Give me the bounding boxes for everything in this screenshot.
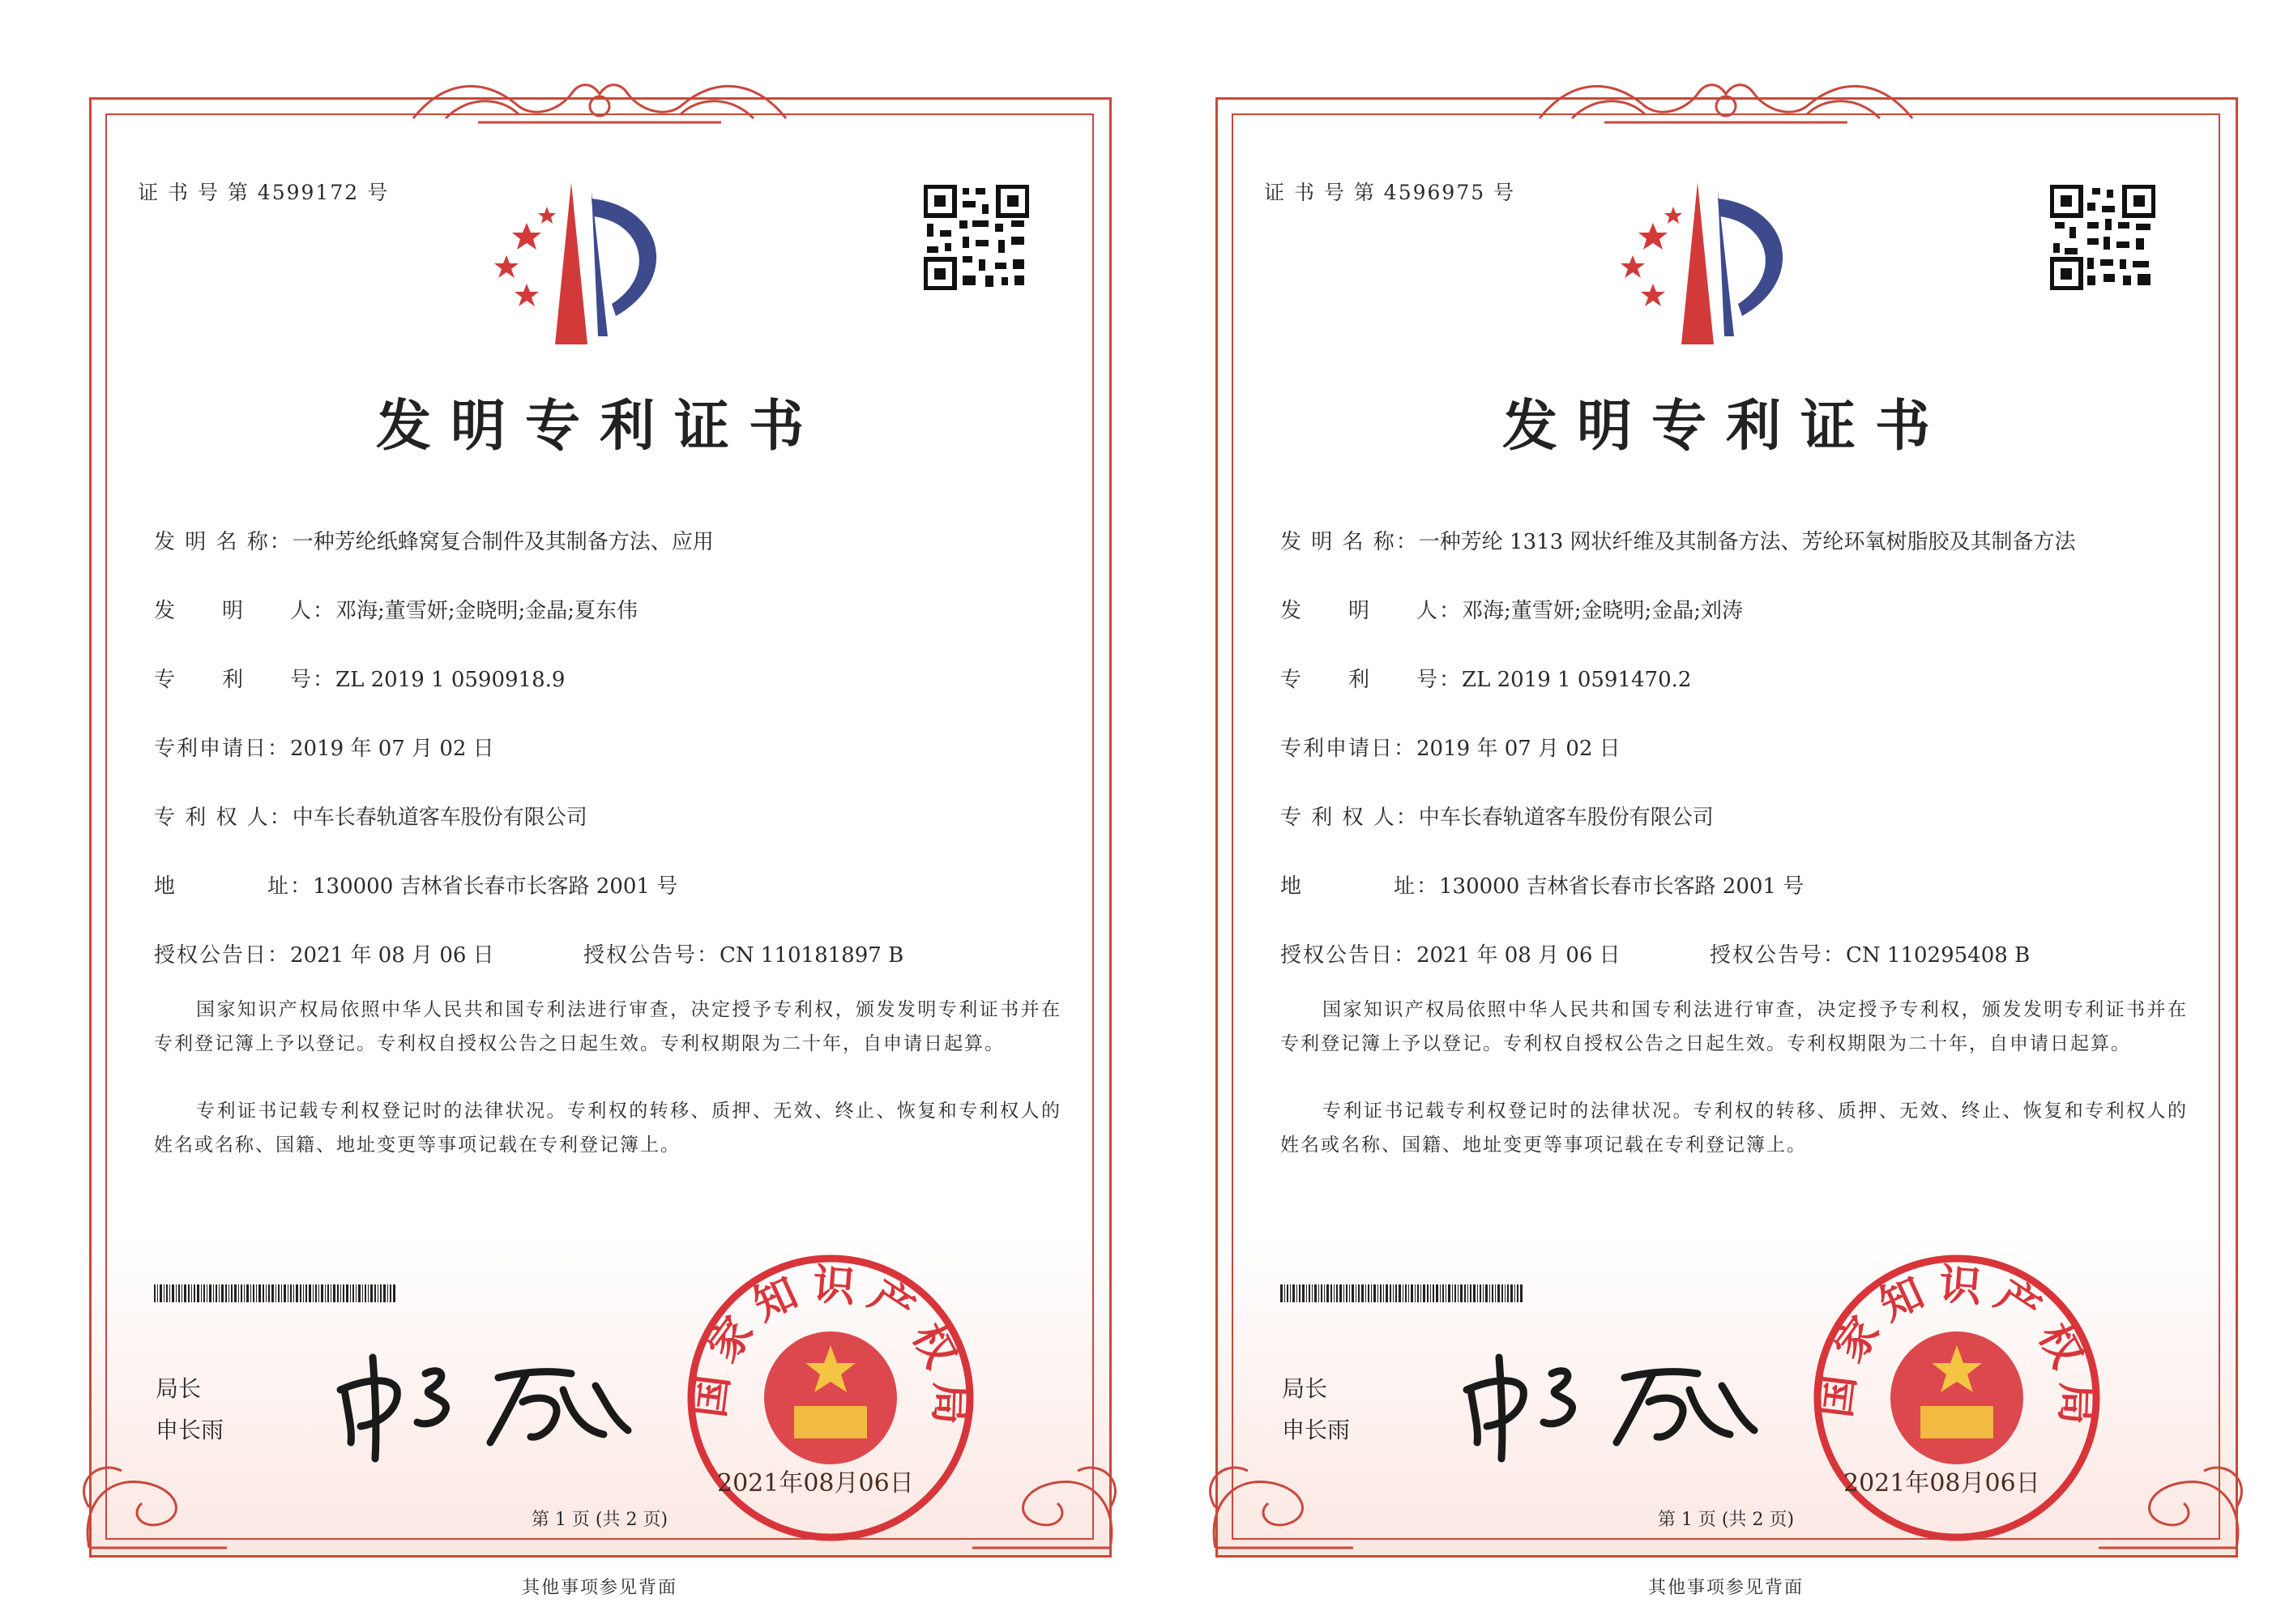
patentee-row (1280, 801, 1714, 831)
patent-number-label: 专 利 号： (1280, 668, 1463, 692)
invention-name-label: 发 明 名 称： (1280, 530, 1419, 554)
director-title: 局长 (156, 1375, 202, 1402)
director-title: 局长 (1282, 1375, 1328, 1402)
grant-date-row (154, 938, 494, 968)
address-value: 130000 吉林省长春市长客路 2001 号 (313, 874, 678, 899)
grant-date-row (1280, 938, 1621, 968)
grant-date-value: 2021 年 08 月 06 日 (1416, 943, 1621, 968)
page-number: 第 1 页 (共 2 页) (1657, 1510, 1795, 1530)
page-number: 第 1 页 (共 2 页) (531, 1510, 668, 1530)
back-note: 其他事项参见背面 (521, 1578, 677, 1598)
seal-date: 2021年08月06日 (1843, 1469, 2040, 1498)
invention-name-row (154, 525, 714, 555)
director-name: 申长雨 (1282, 1417, 1351, 1443)
invention-name-value: 一种芳纶 1313 网状纤维及其制备方法、芳纶环氧树脂胶及其制备方法 (1418, 530, 2076, 554)
certificate-number: 证 书 号 第 4599172 号 (138, 181, 390, 204)
inventors-value: 邓海;董雪妍;金晓明;金晶;夏东伟 (335, 599, 639, 623)
grant-number-row (583, 938, 903, 968)
patent-number-value: ZL 2019 1 0590918.9 (335, 668, 566, 692)
director-signature (328, 1341, 652, 1463)
grant-number-label: 授权公告号： (583, 943, 720, 968)
filing-date-row (154, 732, 494, 762)
patentee-row (154, 801, 587, 831)
patent-number-row (1280, 663, 1691, 693)
patentee-value: 中车长春轨道客车股份有限公司 (292, 806, 587, 830)
filing-date-label: 专利申请日： (1280, 737, 1417, 761)
filing-date-row (1280, 732, 1621, 762)
certificate-title: 发明专利证书 (1501, 395, 1950, 459)
filing-date-label: 专利申请日： (154, 737, 291, 761)
address-row (154, 870, 677, 900)
official-seal (681, 1248, 980, 1548)
address-value: 130000 吉林省长春市长客路 2001 号 (1439, 874, 1805, 899)
grant-date-label: 授权公告日： (1280, 943, 1417, 968)
seal-text: 国家知识产权局 (685, 1260, 975, 1437)
certificate-title: 发明专利证书 (375, 395, 823, 459)
back-note: 其他事项参见背面 (1647, 1578, 1804, 1598)
patent-certificate-right (1183, 32, 2269, 1598)
barcode (1280, 1284, 1523, 1302)
director-name: 申长雨 (156, 1417, 224, 1443)
inventors-value: 邓海;董雪妍;金晓明;金晶;刘涛 (1462, 599, 1744, 623)
legal-paragraph-1: 国家知识产权局依照中华人民共和国专利法进行审查，决定授予专利权，颁发发明专利证书并在专利登记簿上予以登记。专利权自授权公告之日起生效。专利权期限为二十年，自申请日起算。 (154, 999, 1061, 1054)
patent-number-label: 专 利 号： (154, 668, 336, 692)
patent-certificate-left (57, 32, 1142, 1598)
patent-number-value: ZL 2019 1 0591470.2 (1462, 668, 1692, 692)
seal-text: 国家知识产权局 (1811, 1260, 2101, 1437)
inventors-row (1280, 594, 1743, 624)
official-seal (1807, 1248, 2107, 1548)
seal-date: 2021年08月06日 (717, 1469, 914, 1498)
patent-number-row (154, 663, 565, 693)
certificate-number: 证 书 号 第 4596975 号 (1264, 181, 1516, 204)
top-ornament (1523, 62, 1928, 135)
grant-date-value: 2021 年 08 月 06 日 (290, 943, 494, 968)
address-row (1280, 870, 1804, 900)
filing-date-value: 2019 年 07 月 02 日 (290, 737, 494, 761)
bottom-right-ornament (2082, 1410, 2261, 1556)
bottom-right-ornament (956, 1410, 1134, 1556)
address-label: 地 址： (154, 874, 314, 899)
invention-name-value: 一种芳纶纸蜂窝复合制件及其制备方法、应用 (292, 530, 714, 554)
grant-date-label: 授权公告日： (154, 943, 291, 968)
grant-number-label: 授权公告号： (1710, 943, 1847, 968)
invention-name-row (1280, 525, 2076, 555)
patentee-label: 专 利 权 人： (154, 806, 293, 830)
patent-office-logo (1621, 174, 1807, 353)
inventors-label: 发 明 人： (154, 599, 336, 623)
filing-date-value: 2019 年 07 月 02 日 (1416, 737, 1621, 761)
grant-number-value: CN 110295408 B (1846, 943, 2031, 968)
qr-code (2050, 185, 2155, 290)
patentee-value: 中车长春轨道客车股份有限公司 (1418, 806, 1714, 830)
top-ornament (397, 62, 802, 135)
director-signature (1454, 1341, 1779, 1463)
grant-number-row (1710, 938, 2030, 968)
invention-name-label: 发 明 名 称： (154, 530, 293, 554)
patentee-label: 专 利 权 人： (1280, 806, 1419, 830)
legal-paragraph-2: 专利证书记载专利权登记时的法律状况。专利权的转移、质押、无效、终止、恢复和专利权人的姓名或名称、国籍、地址变更等事项记载在专利登记簿上。 (154, 1100, 1061, 1156)
inventors-label: 发 明 人： (1280, 599, 1463, 623)
address-label: 地 址： (1280, 874, 1440, 899)
qr-code (924, 185, 1029, 290)
legal-paragraph-2: 专利证书记载专利权登记时的法律状况。专利权的转移、质押、无效、终止、恢复和专利权人的姓名或名称、国籍、地址变更等事项记载在专利登记簿上。 (1280, 1100, 2188, 1156)
grant-number-value: CN 110181897 B (720, 943, 904, 968)
inventors-row (154, 594, 638, 624)
barcode (154, 1284, 397, 1302)
legal-paragraph-1: 国家知识产权局依照中华人民共和国专利法进行审查，决定授予专利权，颁发发明专利证书并在专利登记簿上予以登记。专利权自授权公告之日起生效。专利权期限为二十年，自申请日起算。 (1280, 999, 2188, 1054)
patent-office-logo (494, 174, 681, 353)
